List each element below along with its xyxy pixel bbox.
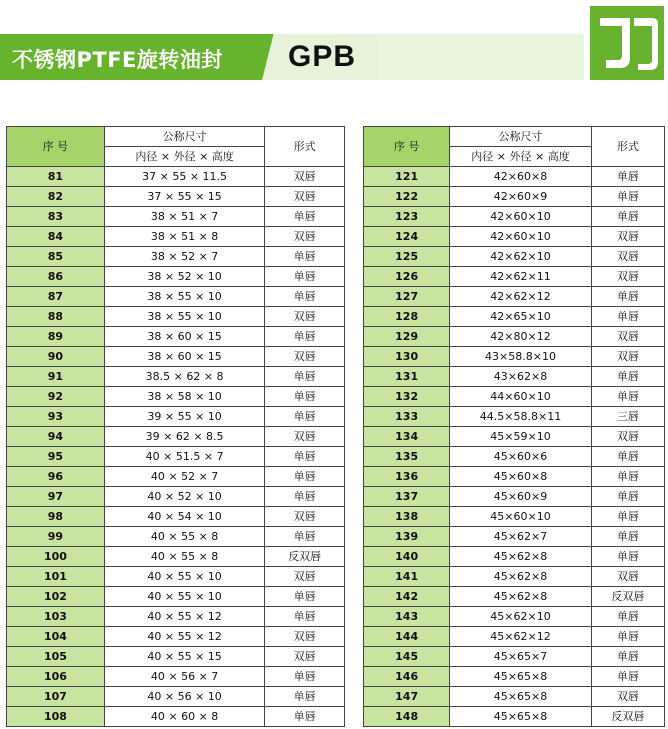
- table-row: [7, 287, 345, 307]
- row-form: 单唇: [591, 527, 664, 547]
- row-size: 38 × 52 × 7: [104, 247, 264, 267]
- row-index: 86: [7, 267, 105, 287]
- row-index: 90: [7, 347, 105, 367]
- row-index: 101: [7, 567, 105, 587]
- row-form: 单唇: [265, 487, 345, 507]
- header-index: 序 号: [364, 127, 450, 167]
- table-row: [7, 307, 345, 327]
- spec-table-right: [363, 126, 665, 727]
- table-row: [364, 527, 665, 547]
- table-row: [7, 567, 345, 587]
- table-row: [364, 387, 665, 407]
- row-form: 反双唇: [265, 547, 345, 567]
- row-index: 138: [364, 507, 450, 527]
- header-form: 形式: [591, 127, 664, 167]
- row-index: 127: [364, 287, 450, 307]
- table-row: [364, 367, 665, 387]
- row-size: 40 × 55 × 8: [104, 527, 264, 547]
- table-row: [7, 167, 345, 187]
- row-size: 45×60×6: [450, 447, 591, 467]
- row-form: 单唇: [591, 627, 664, 647]
- row-size: 40 × 52 × 10: [104, 487, 264, 507]
- row-index: 88: [7, 307, 105, 327]
- row-index: 135: [364, 447, 450, 467]
- row-size: 38 × 60 × 15: [104, 327, 264, 347]
- row-index: 96: [7, 467, 105, 487]
- row-size: 42×60×9: [450, 187, 591, 207]
- row-size: 45×60×8: [450, 467, 591, 487]
- row-form: 双唇: [265, 427, 345, 447]
- table-row: [7, 547, 345, 567]
- row-form: 单唇: [265, 527, 345, 547]
- page-title: 不锈钢PTFE旋转油封: [12, 48, 223, 72]
- row-index: 91: [7, 367, 105, 387]
- row-index: 105: [7, 647, 105, 667]
- row-size: 44.5×58.8×11: [450, 407, 591, 427]
- row-index: 92: [7, 387, 105, 407]
- row-size: 40 × 55 × 15: [104, 647, 264, 667]
- row-index: 128: [364, 307, 450, 327]
- row-size: 42×60×8: [450, 167, 591, 187]
- row-form: 单唇: [265, 287, 345, 307]
- row-index: 89: [7, 327, 105, 347]
- row-form: 单唇: [265, 607, 345, 627]
- row-form: 双唇: [591, 247, 664, 267]
- header-size-sub: 内径 × 外径 × 高度: [104, 147, 264, 167]
- row-form: 单唇: [591, 187, 664, 207]
- row-size: 40 × 56 × 7: [104, 667, 264, 687]
- row-size: 40 × 55 × 12: [104, 627, 264, 647]
- row-index: 137: [364, 487, 450, 507]
- table-row: [364, 207, 665, 227]
- row-index: 124: [364, 227, 450, 247]
- row-size: 43×62×8: [450, 367, 591, 387]
- title-band-light: [378, 34, 584, 80]
- row-form: 双唇: [265, 567, 345, 587]
- row-form: 单唇: [591, 207, 664, 227]
- row-size: 38 × 52 × 10: [104, 267, 264, 287]
- row-index: 99: [7, 527, 105, 547]
- row-index: 136: [364, 467, 450, 487]
- row-index: 87: [7, 287, 105, 307]
- row-index: 125: [364, 247, 450, 267]
- row-form: 双唇: [265, 307, 345, 327]
- row-size: 40 × 52 × 7: [104, 467, 264, 487]
- spec-table-left: [6, 126, 345, 727]
- row-size: 42×80×12: [450, 327, 591, 347]
- table-row: [7, 587, 345, 607]
- row-size: 40 × 51.5 × 7: [104, 447, 264, 467]
- table-row: [7, 667, 345, 687]
- row-index: 94: [7, 427, 105, 447]
- row-form: 三唇: [591, 407, 664, 427]
- row-index: 146: [364, 667, 450, 687]
- row-index: 141: [364, 567, 450, 587]
- row-form: 单唇: [591, 367, 664, 387]
- row-form: 单唇: [591, 167, 664, 187]
- table-row: [364, 427, 665, 447]
- table-row: [364, 327, 665, 347]
- row-index: 144: [364, 627, 450, 647]
- row-size: 43×58.8×10: [450, 347, 591, 367]
- row-size: 45×62×8: [450, 547, 591, 567]
- table-row: [364, 307, 665, 327]
- row-form: 单唇: [591, 307, 664, 327]
- row-form: 单唇: [591, 647, 664, 667]
- row-index: 81: [7, 167, 105, 187]
- row-form: 双唇: [265, 167, 345, 187]
- row-size: 45×65×8: [450, 667, 591, 687]
- table-row: [364, 627, 665, 647]
- row-size: 45×65×8: [450, 687, 591, 707]
- row-form: 单唇: [265, 207, 345, 227]
- row-form: 双唇: [265, 507, 345, 527]
- row-size: 40 × 55 × 8: [104, 547, 264, 567]
- row-size: 40 × 60 × 8: [104, 707, 264, 727]
- row-size: 44×60×10: [450, 387, 591, 407]
- header-index: 序 号: [7, 127, 105, 167]
- row-index: 122: [364, 187, 450, 207]
- row-size: 37 × 55 × 11.5: [104, 167, 264, 187]
- row-index: 139: [364, 527, 450, 547]
- table-row: [7, 247, 345, 267]
- row-index: 98: [7, 507, 105, 527]
- row-form: 双唇: [591, 427, 664, 447]
- row-form: 单唇: [591, 287, 664, 307]
- table-row: [364, 247, 665, 267]
- row-index: 133: [364, 407, 450, 427]
- row-index: 130: [364, 347, 450, 367]
- table-row: [364, 607, 665, 627]
- row-size: 38 × 51 × 8: [104, 227, 264, 247]
- row-form: 单唇: [591, 547, 664, 567]
- row-size: 45×62×8: [450, 587, 591, 607]
- row-form: 单唇: [265, 467, 345, 487]
- table-row: [7, 467, 345, 487]
- header-size: 公称尺寸: [104, 127, 264, 147]
- row-index: 102: [7, 587, 105, 607]
- row-form: 单唇: [265, 667, 345, 687]
- row-index: 108: [7, 707, 105, 727]
- row-form: 双唇: [591, 267, 664, 287]
- row-index: 84: [7, 227, 105, 247]
- table-row: [7, 507, 345, 527]
- row-size: 45×62×7: [450, 527, 591, 547]
- row-size: 40 × 55 × 12: [104, 607, 264, 627]
- row-form: 单唇: [265, 707, 345, 727]
- row-index: 85: [7, 247, 105, 267]
- table-row: [7, 687, 345, 707]
- row-size: 40 × 55 × 10: [104, 567, 264, 587]
- row-form: 双唇: [265, 627, 345, 647]
- row-form: 单唇: [265, 247, 345, 267]
- table-row: [7, 527, 345, 547]
- row-index: 83: [7, 207, 105, 227]
- row-size: 45×62×10: [450, 607, 591, 627]
- row-index: 103: [7, 607, 105, 627]
- row-form: 单唇: [591, 487, 664, 507]
- row-size: 39 × 55 × 10: [104, 407, 264, 427]
- row-form: 双唇: [591, 687, 664, 707]
- table-row: [7, 607, 345, 627]
- table-row: [7, 347, 345, 367]
- row-size: 40 × 55 × 10: [104, 587, 264, 607]
- table-row: [364, 547, 665, 567]
- table-row: [364, 647, 665, 667]
- row-size: 42×65×10: [450, 307, 591, 327]
- row-size: 38.5 × 62 × 8: [104, 367, 264, 387]
- row-form: 单唇: [265, 587, 345, 607]
- table-row: [7, 427, 345, 447]
- table-row: [364, 687, 665, 707]
- row-form: 双唇: [591, 227, 664, 247]
- row-size: 45×60×10: [450, 507, 591, 527]
- row-form: 单唇: [591, 467, 664, 487]
- row-index: 126: [364, 267, 450, 287]
- row-size: 45×62×8: [450, 567, 591, 587]
- row-form: 双唇: [591, 567, 664, 587]
- table-row: [364, 447, 665, 467]
- row-form: 反双唇: [591, 587, 664, 607]
- row-form: 单唇: [265, 387, 345, 407]
- row-size: 42×60×10: [450, 207, 591, 227]
- row-form: 单唇: [265, 447, 345, 467]
- table-row: [364, 267, 665, 287]
- row-size: 45×59×10: [450, 427, 591, 447]
- row-index: 140: [364, 547, 450, 567]
- page-header: [0, 0, 668, 82]
- row-index: 145: [364, 647, 450, 667]
- row-index: 93: [7, 407, 105, 427]
- row-form: 双唇: [265, 227, 345, 247]
- row-index: 132: [364, 387, 450, 407]
- row-form: 单唇: [265, 327, 345, 347]
- row-form: 单唇: [591, 447, 664, 467]
- row-size: 38 × 58 × 10: [104, 387, 264, 407]
- row-index: 106: [7, 667, 105, 687]
- table-row: [7, 447, 345, 467]
- brand-logo-icon: [590, 6, 664, 80]
- table-row: [7, 367, 345, 387]
- row-size: 38 × 55 × 10: [104, 307, 264, 327]
- table-row: [364, 187, 665, 207]
- row-index: 97: [7, 487, 105, 507]
- row-index: 129: [364, 327, 450, 347]
- row-size: 38 × 60 × 15: [104, 347, 264, 367]
- row-size: 42×62×10: [450, 247, 591, 267]
- row-form: 双唇: [265, 347, 345, 367]
- row-form: 单唇: [591, 607, 664, 627]
- row-form: 单唇: [265, 407, 345, 427]
- row-form: 双唇: [591, 347, 664, 367]
- row-size: 42×60×10: [450, 227, 591, 247]
- table-row: [364, 227, 665, 247]
- row-size: 38 × 51 × 7: [104, 207, 264, 227]
- row-index: 142: [364, 587, 450, 607]
- row-index: 82: [7, 187, 105, 207]
- row-index: 107: [7, 687, 105, 707]
- row-index: 131: [364, 367, 450, 387]
- table-row: [364, 287, 665, 307]
- row-size: 45×60×9: [450, 487, 591, 507]
- row-form: 单唇: [265, 267, 345, 287]
- row-size: 38 × 55 × 10: [104, 287, 264, 307]
- table-row: [364, 347, 665, 367]
- row-size: 37 × 55 × 15: [104, 187, 264, 207]
- row-size: 45×62×12: [450, 627, 591, 647]
- row-size: 45×65×7: [450, 647, 591, 667]
- row-form: 单唇: [591, 387, 664, 407]
- header-size-sub: 内径 × 外径 × 高度: [450, 147, 591, 167]
- table-row: [364, 667, 665, 687]
- table-row: [7, 207, 345, 227]
- table-row: [364, 507, 665, 527]
- row-size: 42×62×11: [450, 267, 591, 287]
- table-row: [7, 327, 345, 347]
- row-size: 45×65×8: [450, 707, 591, 727]
- header-form: 形式: [265, 127, 345, 167]
- table-row: [7, 707, 345, 727]
- row-form: 单唇: [591, 507, 664, 527]
- table-row: [7, 387, 345, 407]
- product-code: GPB: [287, 40, 356, 73]
- row-size: 40 × 56 × 10: [104, 687, 264, 707]
- table-row: [364, 567, 665, 587]
- row-index: 134: [364, 427, 450, 447]
- row-form: 反双唇: [591, 707, 664, 727]
- row-form: 双唇: [591, 327, 664, 347]
- table-row: [364, 707, 665, 727]
- table-row: [364, 467, 665, 487]
- row-size: 39 × 62 × 8.5: [104, 427, 264, 447]
- row-index: 121: [364, 167, 450, 187]
- row-form: 单唇: [591, 667, 664, 687]
- row-size: 40 × 54 × 10: [104, 507, 264, 527]
- table-row: [7, 187, 345, 207]
- row-index: 147: [364, 687, 450, 707]
- row-index: 143: [364, 607, 450, 627]
- table-row: [7, 407, 345, 427]
- row-form: 单唇: [265, 367, 345, 387]
- table-row: [7, 267, 345, 287]
- row-index: 104: [7, 627, 105, 647]
- row-index: 148: [364, 707, 450, 727]
- row-index: 123: [364, 207, 450, 227]
- row-form: 单唇: [265, 687, 345, 707]
- table-row: [7, 627, 345, 647]
- row-size: 42×62×12: [450, 287, 591, 307]
- row-form: 双唇: [265, 187, 345, 207]
- row-index: 95: [7, 447, 105, 467]
- table-row: [364, 167, 665, 187]
- row-form: 双唇: [265, 647, 345, 667]
- header-size: 公称尺寸: [450, 127, 591, 147]
- table-row: [7, 487, 345, 507]
- row-index: 100: [7, 547, 105, 567]
- table-row: [364, 487, 665, 507]
- table-row: [364, 407, 665, 427]
- table-row: [7, 227, 345, 247]
- table-row: [364, 587, 665, 607]
- table-row: [7, 647, 345, 667]
